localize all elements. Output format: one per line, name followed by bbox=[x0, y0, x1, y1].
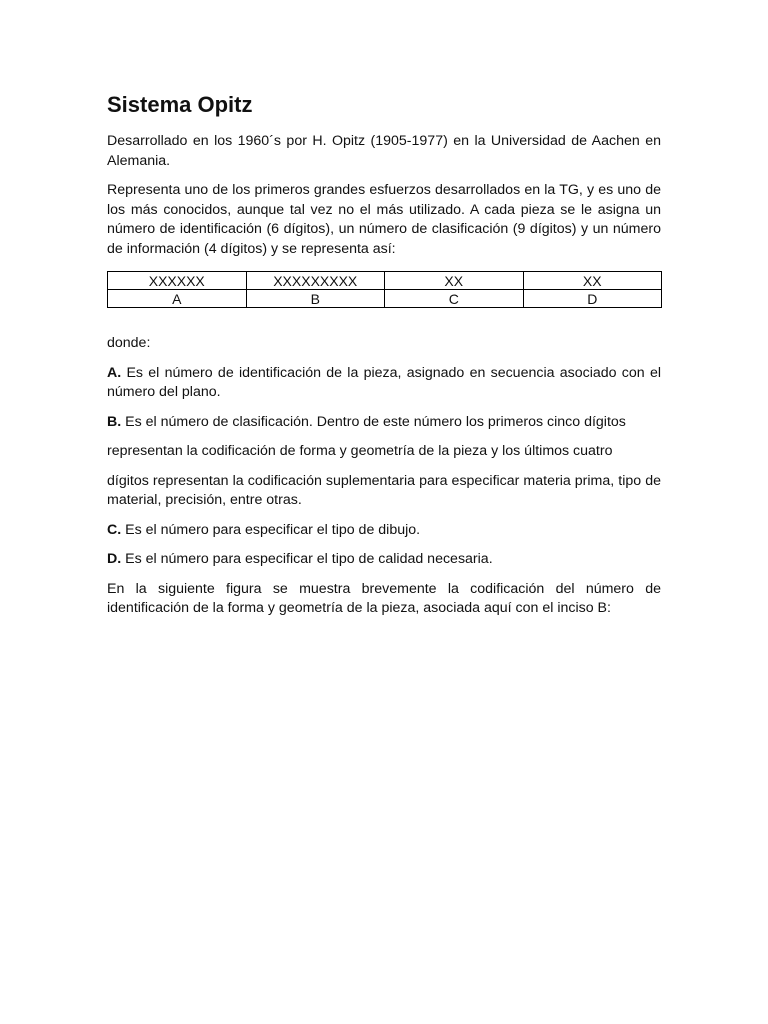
item-c-text: Es el número para especificar el tipo de dibujo. bbox=[125, 521, 421, 538]
label-cell-c: C bbox=[385, 290, 524, 308]
item-b-paragraph-2: representan la codificación de forma y geometría de la pieza y los últimos cuatro bbox=[107, 443, 613, 459]
label-row bbox=[108, 290, 662, 308]
code-table-wrapper bbox=[107, 271, 661, 308]
item-a-text: Es el número de identificación de la pieza, asignado en secuencia asociado con el número del plano. bbox=[107, 364, 661, 400]
label-cell-a: A bbox=[108, 290, 247, 308]
code-cell-c: XX bbox=[385, 272, 524, 290]
item-b-paragraph-1 bbox=[107, 413, 661, 433]
item-d-paragraph bbox=[107, 550, 661, 570]
intro-paragraph: Desarrollado en los 1960´s por H. Opitz (1905-1977) en la Universidad de Aachen en Alemania. bbox=[107, 133, 661, 169]
closing-paragraph: En la siguiente figura se muestra brevemente la codificación del número de identificación de la forma y geometría de la pieza, asociada aquí con el inciso B: bbox=[107, 580, 661, 616]
label-cell-d: D bbox=[523, 290, 662, 308]
item-c-label: C. bbox=[107, 521, 122, 538]
item-b-text-1: Es el número de clasificación. Dentro de este número los primeros cinco dígitos bbox=[125, 413, 626, 430]
item-d-text: Es el número para especificar el tipo de calidad necesaria. bbox=[125, 551, 493, 567]
donde-paragraph: donde: bbox=[107, 335, 151, 351]
document-page bbox=[107, 88, 661, 629]
code-table bbox=[107, 271, 662, 308]
item-c-paragraph bbox=[107, 521, 661, 541]
description-paragraph: Representa uno de los primeros grandes esfuerzos desarrollados en la TG, y es uno de los más conocidos, aunque tal vez no el más utilizado. A cada pieza se le asigna un número de identificación (6 dígitos), un número de clasificación (9 dígitos) y un número de información (4 dígitos) y se representa así: bbox=[107, 182, 661, 257]
code-row bbox=[108, 272, 662, 290]
code-cell-b: XXXXXXXXX bbox=[246, 272, 385, 290]
item-a-paragraph bbox=[107, 364, 661, 403]
item-b-label: B. bbox=[107, 413, 122, 430]
label-cell-b: B bbox=[246, 290, 385, 308]
page-title: Sistema Opitz bbox=[107, 92, 253, 117]
code-cell-d: XX bbox=[523, 272, 662, 290]
item-d-label: D. bbox=[107, 551, 122, 567]
item-a-label: A. bbox=[107, 364, 122, 381]
code-cell-a: XXXXXX bbox=[108, 272, 247, 290]
item-b-paragraph-3: dígitos representan la codificación suplementaria para especificar materia prima, tipo de material, precisión, entre otras. bbox=[107, 472, 661, 508]
